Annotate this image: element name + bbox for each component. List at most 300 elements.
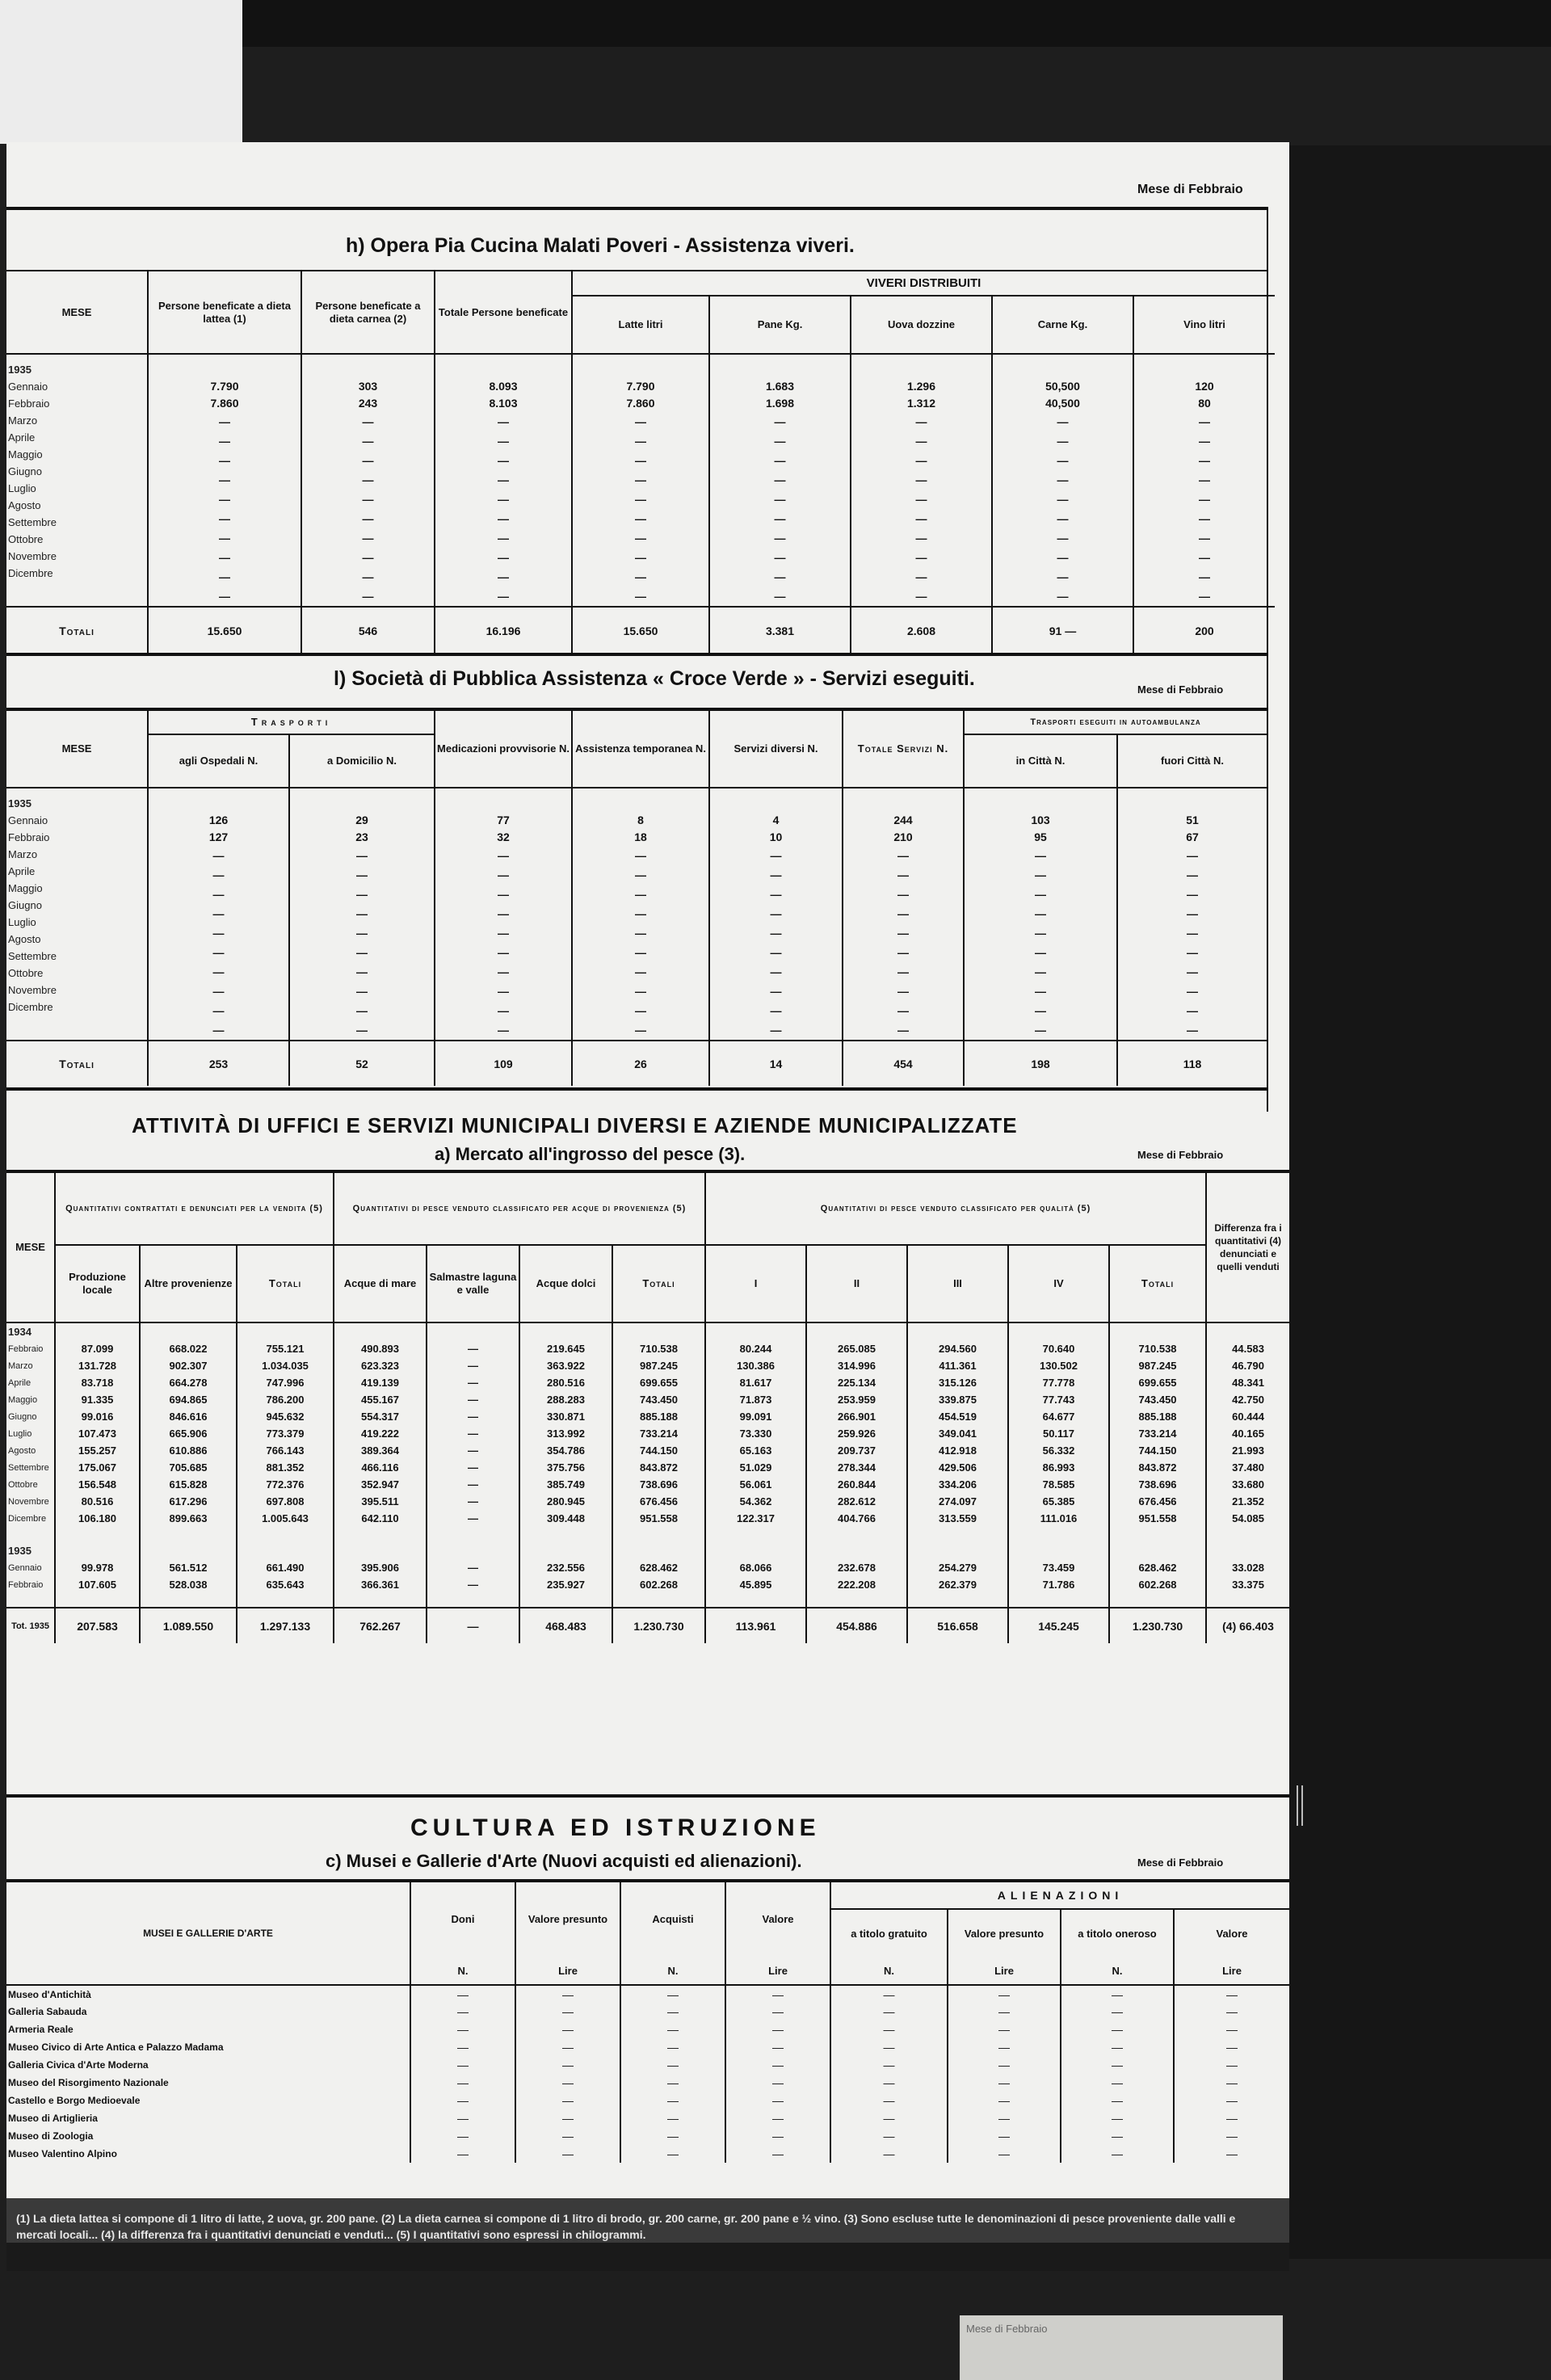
data-column — [148, 354, 301, 607]
dash-cell: — — [725, 2109, 830, 2127]
dash-cell: — — [725, 2056, 830, 2074]
dash: — — [1199, 493, 1211, 506]
dash-cell: — — [725, 1985, 830, 2003]
cell: 733.214 — [612, 1425, 705, 1442]
total-cell: 15.650 — [572, 607, 709, 654]
viveri-header: VIVERI DISTRIBUITI — [572, 271, 1275, 296]
cell — [1206, 1541, 1289, 1559]
cell: 885.188 — [612, 1408, 705, 1425]
fish-rows-1934 — [6, 1322, 1289, 1541]
total-cell: 198 — [964, 1041, 1117, 1086]
cell: 786.200 — [237, 1391, 334, 1408]
cell: 7.860 — [210, 397, 239, 410]
dash: — — [897, 888, 910, 901]
cell — [237, 1527, 334, 1541]
month-label: Aprile — [8, 1377, 32, 1388]
col-salmastre: Salmastre laguna e valle — [427, 1245, 519, 1322]
dash: — — [498, 965, 510, 978]
dash: — — [1187, 985, 1199, 998]
dash-cell: — — [620, 2003, 725, 2020]
col-totale-servizi: Totale Servizi N. — [843, 710, 964, 788]
cell: 389.364 — [334, 1442, 427, 1459]
cell: 65.385 — [1008, 1493, 1109, 1510]
dash-cell: — — [620, 2127, 725, 2145]
col-acquisti: Acquisti — [620, 1882, 725, 1957]
cell — [6, 1593, 55, 1608]
section-h-title: h) Opera Pia Cucina Malati Poveri - Assistenza viveri. — [346, 234, 855, 257]
col-musei: MUSEI E GALLERIE D'ARTE — [6, 1882, 410, 1985]
dash: — — [356, 946, 368, 959]
cell: 705.685 — [140, 1459, 237, 1476]
dash-cell: — — [948, 1985, 1061, 2003]
data-column — [148, 788, 289, 1041]
cell: 8.093 — [489, 380, 518, 393]
cell: 710.538 — [612, 1340, 705, 1357]
dash: — — [770, 849, 782, 862]
cell: 54.085 — [1206, 1510, 1289, 1527]
cell: 755.121 — [237, 1340, 334, 1357]
cell: 773.379 — [237, 1425, 334, 1442]
cell: 131.728 — [55, 1357, 140, 1374]
cell: 466.116 — [334, 1459, 427, 1476]
section-c-title: c) Musei e Gallerie d'Arte (Nuovi acquisti ed alienazioni). — [326, 1851, 802, 1871]
data-column — [843, 788, 964, 1041]
cell: 899.663 — [140, 1510, 237, 1527]
dash-cell: — — [620, 2020, 725, 2038]
dash: — — [635, 927, 647, 940]
cell: 628.462 — [612, 1559, 705, 1576]
cell — [334, 1322, 427, 1340]
dash: — — [915, 590, 927, 603]
cell: 107.473 — [55, 1425, 140, 1442]
dash: — — [1187, 888, 1199, 901]
dash: — — [770, 1024, 782, 1037]
cell — [237, 1541, 334, 1559]
cell — [237, 1322, 334, 1340]
cell: 95 — [1034, 830, 1047, 843]
cell — [6, 1527, 55, 1541]
cell: 103 — [1031, 814, 1050, 826]
cell: 411.361 — [907, 1357, 1008, 1374]
month-item: Luglio — [8, 482, 36, 494]
total-cell: 113.961 — [705, 1608, 806, 1643]
total-cell: 546 — [301, 607, 435, 654]
totals-label: Totali — [6, 1041, 148, 1086]
month-label: Dicembre — [8, 1513, 47, 1524]
total-cell: 16.196 — [435, 607, 572, 654]
month-label: Maggio — [8, 1394, 38, 1405]
dash-cell: — — [620, 2145, 725, 2163]
dash-cell: — — [725, 2020, 830, 2038]
cell: 232.678 — [806, 1559, 907, 1576]
dash: — — [219, 590, 230, 603]
cell: 46.790 — [1206, 1357, 1289, 1374]
cell: 99.016 — [55, 1408, 140, 1425]
footnote-text: (1) La dieta lattea si compone di 1 litro di latte, 2 uova, gr. 200 pane. (2) La dieta carnea si compone di 1 litro di brodo, gr. 200 carne, gr. 200 pane e ½ vino. (3) Sono escluse tutte le denominazioni di pesce proveniente dalle valli e mercati locali... (4) la differenza fra i quantitativi denunciati e venduti... (5) I quantitativi sono espressi in chilogrammi. — [16, 2212, 1236, 2241]
cell — [705, 1541, 806, 1559]
cell: 87.099 — [55, 1340, 140, 1357]
month-item: Maggio — [8, 882, 43, 894]
dash-stack — [437, 846, 570, 1040]
cell — [806, 1322, 907, 1340]
month-item: Luglio — [8, 916, 36, 928]
cell: — — [427, 1391, 519, 1408]
col-vino: Vino litri — [1133, 296, 1275, 354]
col-valore: Valore — [725, 1882, 830, 1957]
dash: — — [635, 868, 647, 881]
data-column — [301, 354, 435, 607]
cell: — — [427, 1357, 519, 1374]
dash-cell: — — [830, 2020, 948, 2038]
cell: 51 — [1186, 814, 1199, 826]
cell: 1.683 — [765, 380, 795, 393]
cell: 77 — [497, 814, 510, 826]
dash-cell: — — [620, 1985, 725, 2003]
cell — [55, 1593, 140, 1608]
dash-stack — [994, 412, 1131, 606]
cell — [907, 1593, 1008, 1608]
dash-cell: — — [410, 2020, 515, 2038]
col-doni: Doni — [410, 1882, 515, 1957]
dash-stack — [304, 412, 432, 606]
data-column — [1133, 354, 1275, 607]
page-header-note: Mese di Febbraio — [1137, 183, 1243, 196]
dash-cell: — — [620, 2109, 725, 2127]
cell: 642.110 — [334, 1510, 427, 1527]
cell: 744.150 — [612, 1442, 705, 1459]
dash-cell: — — [410, 2109, 515, 2127]
month-list — [6, 788, 148, 1041]
dash-cell: — — [1174, 2056, 1289, 2074]
cell: — — [427, 1442, 519, 1459]
museum-name: Armeria Reale — [8, 2024, 74, 2035]
cell: 280.945 — [519, 1493, 612, 1510]
cell: 561.512 — [140, 1559, 237, 1576]
total-cell: 15.650 — [148, 607, 301, 654]
col-carne: Carne Kg. — [992, 296, 1133, 354]
col-latte: Latte litri — [572, 296, 709, 354]
cell: 744.150 — [1109, 1442, 1206, 1459]
alienazioni-header: ALIENAZIONI — [830, 1882, 1289, 1909]
cell: 987.245 — [1109, 1357, 1206, 1374]
museum-row — [6, 2003, 1289, 2020]
cell: — — [427, 1340, 519, 1357]
cell: 743.450 — [612, 1391, 705, 1408]
scan-bottom-bleed — [960, 2315, 1283, 2380]
cell: — — [427, 1374, 519, 1391]
dash: — — [635, 907, 647, 920]
dash-cell: — — [830, 2092, 948, 2109]
spacer-row — [6, 1593, 1289, 1608]
dash: — — [219, 473, 230, 486]
total-cell: 91 — — [992, 607, 1133, 654]
dash-cell: — — [1174, 2145, 1289, 2163]
dash-cell: — — [620, 2038, 725, 2056]
unit-lire: Lire — [725, 1957, 830, 1985]
col-acque-dolci: Acque dolci — [519, 1245, 612, 1322]
dash: — — [212, 965, 225, 978]
cell: 366.361 — [334, 1576, 427, 1593]
cell: 313.559 — [907, 1510, 1008, 1527]
cell — [55, 1541, 140, 1559]
dash: — — [498, 415, 509, 428]
total-cell: 2.608 — [851, 607, 992, 654]
cell: 315.126 — [907, 1374, 1008, 1391]
col-servizi: Servizi diversi N. — [709, 710, 843, 788]
cell: 23 — [355, 830, 368, 843]
table-row — [6, 1408, 1289, 1425]
cell: 733.214 — [1109, 1425, 1206, 1442]
col-qualita-ii: II — [806, 1245, 907, 1322]
cell: 1.296 — [906, 380, 936, 393]
cell: 259.926 — [806, 1425, 907, 1442]
dash: — — [1199, 532, 1211, 545]
dash: — — [219, 435, 230, 448]
cell: 232.556 — [519, 1559, 612, 1576]
museum-name: Museo d'Antichità — [8, 1988, 91, 2000]
cell: 56.332 — [1008, 1442, 1109, 1459]
cell: 710.538 — [1109, 1340, 1206, 1357]
cell: 385.749 — [519, 1476, 612, 1493]
dash-cell: — — [725, 2145, 830, 2163]
cell: 697.808 — [237, 1493, 334, 1510]
dash: — — [362, 512, 374, 525]
month-list — [6, 354, 148, 607]
cell: 68.066 — [705, 1559, 806, 1576]
cell: 51.029 — [705, 1459, 806, 1476]
dash: — — [212, 985, 225, 998]
cell: 635.643 — [237, 1576, 334, 1593]
cell: 130.502 — [1008, 1357, 1109, 1374]
data-column — [964, 788, 1117, 1041]
cell: 262.379 — [907, 1576, 1008, 1593]
cell: 99.978 — [55, 1559, 140, 1576]
table-row — [6, 1374, 1289, 1391]
cell — [519, 1593, 612, 1608]
dash: — — [1057, 435, 1069, 448]
cell: 80.516 — [55, 1493, 140, 1510]
dash-cell: — — [830, 1985, 948, 2003]
cell: 70.640 — [1008, 1340, 1109, 1357]
dash: — — [219, 532, 230, 545]
cell: 50,500 — [1045, 380, 1080, 393]
dash: — — [897, 985, 910, 998]
dash-cell: — — [515, 2127, 620, 2145]
dash: — — [1035, 1024, 1047, 1037]
month-label: Marzo — [8, 1360, 33, 1371]
dash: — — [635, 473, 646, 486]
col-mese: MESE — [6, 710, 148, 788]
col-totali: Totali — [612, 1245, 705, 1322]
cell: 772.376 — [237, 1476, 334, 1493]
month-item: Settembre — [8, 950, 57, 962]
dash: — — [498, 493, 509, 506]
dash-cell: — — [725, 2038, 830, 2056]
dash-stack — [966, 846, 1115, 1040]
dash: — — [362, 551, 374, 564]
cell: 32 — [497, 830, 510, 843]
cell: 77.743 — [1008, 1391, 1109, 1408]
dash-cell: — — [410, 2145, 515, 2163]
dash-cell: — — [1061, 2127, 1174, 2145]
section-a-title: a) Mercato all'ingrosso del pesce (3). — [435, 1144, 746, 1164]
cell: 253.959 — [806, 1391, 907, 1408]
dash: — — [219, 454, 230, 467]
dash-stack — [1136, 412, 1273, 606]
cell — [1109, 1527, 1206, 1541]
cell: 111.016 — [1008, 1510, 1109, 1527]
cell: 288.283 — [519, 1391, 612, 1408]
cell: 334.206 — [907, 1476, 1008, 1493]
cell — [612, 1527, 705, 1541]
col-dieta-lattea: Persone beneficate a dieta lattea (1) — [148, 271, 301, 354]
section-l-title: l) Società di Pubblica Assistenza « Croce Verde » - Servizi eseguiti. — [334, 667, 975, 690]
data-column — [709, 788, 843, 1041]
col-mese: MESE — [6, 271, 148, 354]
cell: 363.922 — [519, 1357, 612, 1374]
cell: — — [427, 1408, 519, 1425]
cell — [334, 1541, 427, 1559]
cell: 225.134 — [806, 1374, 907, 1391]
dash-stack — [845, 846, 961, 1040]
autoambulanza-header: Trasporti eseguiti in autoambulanza — [964, 710, 1267, 734]
dash: — — [362, 590, 374, 603]
cell — [334, 1593, 427, 1608]
cell: 73.459 — [1008, 1559, 1109, 1576]
cell: 747.996 — [237, 1374, 334, 1391]
cell: 10 — [769, 830, 783, 843]
dash: — — [1187, 1024, 1199, 1037]
dash: — — [212, 849, 225, 862]
cell: 602.268 — [612, 1576, 705, 1593]
col-valore-2: Valore — [1174, 1909, 1289, 1957]
cell: — — [427, 1510, 519, 1527]
dash: — — [915, 454, 927, 467]
table-row — [6, 1459, 1289, 1476]
cell: 60.444 — [1206, 1408, 1289, 1425]
col-domicilio: a Domicilio N. — [289, 734, 435, 788]
museum-row — [6, 1985, 1289, 2003]
dash: — — [498, 888, 510, 901]
dash: — — [635, 454, 646, 467]
dash: — — [1057, 415, 1069, 428]
total-cell: 1.230.730 — [612, 1608, 705, 1643]
dash-cell: — — [515, 1985, 620, 2003]
dash: — — [356, 965, 368, 978]
col-qualita-iii: III — [907, 1245, 1008, 1322]
month-item: Ottobre — [8, 967, 44, 979]
cell — [1206, 1527, 1289, 1541]
cell: 235.927 — [519, 1576, 612, 1593]
dash-cell: — — [1061, 2074, 1174, 2092]
cell — [612, 1593, 705, 1608]
cell: 454.519 — [907, 1408, 1008, 1425]
cell: 766.143 — [237, 1442, 334, 1459]
dash: — — [1187, 907, 1199, 920]
dash: — — [1057, 532, 1069, 545]
month-label: Settembre — [8, 1462, 49, 1473]
cell: 1.312 — [906, 397, 936, 410]
col-acque-mare: Acque di mare — [334, 1245, 427, 1322]
dash: — — [1199, 435, 1211, 448]
dash: — — [774, 493, 786, 506]
table-l — [6, 710, 1267, 1086]
total-cell: 516.658 — [907, 1608, 1008, 1643]
cell: 846.616 — [140, 1408, 237, 1425]
cell: 54.362 — [705, 1493, 806, 1510]
museum-name: Castello e Borgo Medioevale — [8, 2095, 141, 2106]
cell: 77.778 — [1008, 1374, 1109, 1391]
col-valore-presunto-2: Valore presunto — [948, 1909, 1061, 1957]
cell: 21.993 — [1206, 1442, 1289, 1459]
cell: 395.906 — [334, 1559, 427, 1576]
cell: 455.167 — [334, 1391, 427, 1408]
dash: — — [1035, 868, 1047, 881]
dash: — — [498, 435, 509, 448]
dash-cell: — — [410, 2074, 515, 2092]
dash: — — [770, 927, 782, 940]
table-row — [6, 1442, 1289, 1459]
dash: — — [498, 985, 510, 998]
dash-cell: — — [410, 2003, 515, 2020]
cell: 210 — [893, 830, 913, 843]
cell: 37.480 — [1206, 1459, 1289, 1476]
dash: — — [915, 512, 927, 525]
dash: — — [1199, 570, 1211, 583]
month-item: Marzo — [8, 848, 38, 860]
cell — [427, 1527, 519, 1541]
museum-rows — [6, 1985, 1289, 2163]
year-row — [6, 1541, 1289, 1559]
cell — [806, 1593, 907, 1608]
dash: — — [1035, 985, 1047, 998]
dash-cell: — — [1174, 2074, 1289, 2092]
dash-cell: — — [948, 2109, 1061, 2127]
dash: — — [1187, 965, 1199, 978]
cell: 56.061 — [705, 1476, 806, 1493]
data-column — [435, 354, 572, 607]
cell: 33.028 — [1206, 1559, 1289, 1576]
museum-name: Museo del Risorgimento Nazionale — [8, 2077, 169, 2088]
cell: 48.341 — [1206, 1374, 1289, 1391]
cell — [55, 1322, 140, 1340]
cell: 222.208 — [806, 1576, 907, 1593]
dash: — — [219, 493, 230, 506]
total-cell: — — [427, 1608, 519, 1643]
dash-cell: — — [515, 2092, 620, 2109]
total-cell: 253 — [148, 1041, 289, 1086]
dash: — — [635, 849, 647, 862]
total-cell: 468.483 — [519, 1608, 612, 1643]
table-row — [6, 1559, 1289, 1576]
dash: — — [362, 473, 374, 486]
dash: — — [897, 1024, 910, 1037]
scan-shadow-right — [1289, 145, 1551, 2259]
col-citta: in Città N. — [964, 734, 1117, 788]
dash-cell: — — [1061, 2020, 1174, 2038]
total-cell: 1.089.550 — [140, 1608, 237, 1643]
cell: 175.067 — [55, 1459, 140, 1476]
dash: — — [635, 965, 647, 978]
data-column — [992, 354, 1133, 607]
total-cell: 454 — [843, 1041, 964, 1086]
dash: — — [1187, 946, 1199, 959]
total-cell: 52 — [289, 1041, 435, 1086]
dash: — — [915, 570, 927, 583]
month-item: Gennaio — [8, 381, 48, 393]
dash-cell: — — [948, 2092, 1061, 2109]
dash: — — [770, 965, 782, 978]
